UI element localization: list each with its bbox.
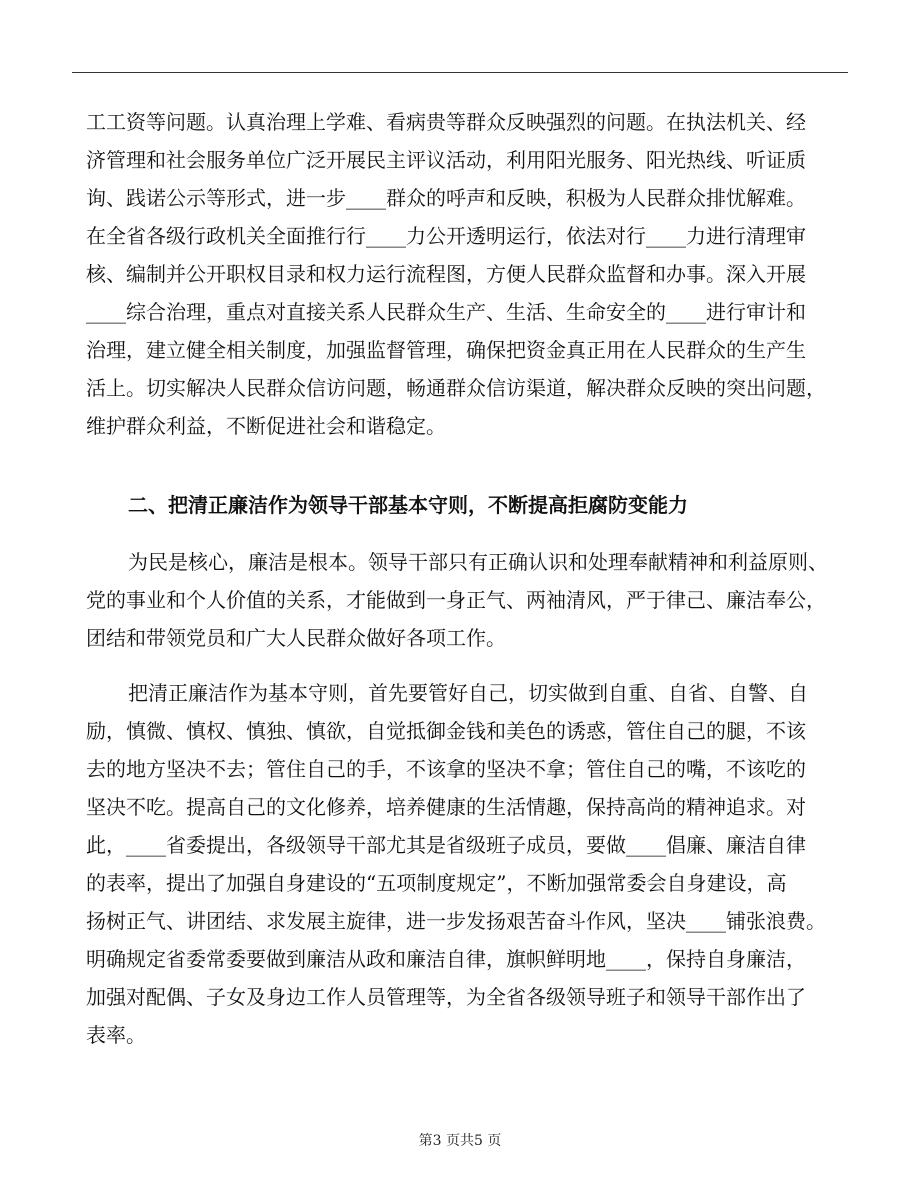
- text-line: 治理，建立健全相关制度，加强监督管理，确保把资金真正用在人民群众的生产生: [86, 338, 806, 362]
- text-line: 加强对配偶、子女及身边工作人员管理等，为全省各级领导班子和领导干部作出了: [86, 985, 806, 1009]
- text-line: 表率。: [86, 1023, 146, 1047]
- text-line: 明确规定省委常委要做到廉洁从政和廉洁自律，旗帜鲜明地____，保持自身廉洁，: [86, 947, 806, 971]
- section-heading: 二、把清正廉洁作为领导干部基本守则，不断提高拒腐防变能力: [128, 493, 688, 517]
- header-rule: [72, 72, 848, 73]
- text-line: 励，慎微、慎权、慎独、慎欲，自觉抵御金钱和美色的诱惑，管住自己的腿，不该: [86, 719, 806, 743]
- text-line: 团结和带领党员和广大人民群众做好各项工作。: [86, 626, 506, 650]
- text-line: 为民是核心，廉洁是根本。领导干部只有正确认识和处理奉献精神和利益原则、: [128, 550, 828, 574]
- text-line: 去的地方坚决不去；管住自己的手，不该拿的坚决不拿；管住自己的嘴，不该吃的: [86, 757, 806, 781]
- text-line: 核、编制并公开职权目录和权力运行流程图，方便人民群众监督和办事。深入开展: [86, 262, 806, 286]
- page-number: 第3 页共5 页: [418, 1133, 502, 1149]
- text-line: 党的事业和个人价值的关系，才能做到一身正气、两袖清风，严于律己、廉洁奉公，: [86, 588, 826, 612]
- text-line: 济管理和社会服务单位广泛开展民主评议活动，利用阳光服务、阳光热线、听证质: [86, 148, 806, 172]
- text-line: 维护群众利益，不断促进社会和谐稳定。: [86, 414, 446, 438]
- text-line: 坚决不吃。提高自己的文化修养，培养健康的生活情趣，保持高尚的精神追求。对: [86, 795, 806, 819]
- text-line: 的表率，提出了加强自身建设的“五项制度规定”，不断加强常委会自身建设，高: [86, 871, 787, 895]
- text-line: 此，____省委提出，各级领导干部尤其是省级班子成员，要做____倡廉、廉洁自律: [86, 833, 806, 857]
- text-line: ____综合治理，重点对直接关系人民群众生产、生活、生命安全的____进行审计和: [86, 300, 806, 324]
- text-line: 扬树正气、讲团结、求发展主旋律，进一步发扬艰苦奋斗作风，坚决____铺张浪费。: [86, 909, 826, 933]
- text-line: 在全省各级行政机关全面推行行____力公开透明运行，依法对行____力进行清理审: [86, 224, 806, 248]
- text-line: 把清正廉洁作为基本守则，首先要管好自己，切实做到自重、自省、自警、自: [128, 681, 808, 705]
- text-line: 工工资等问题。认真治理上学难、看病贵等群众反映强烈的问题。在执法机关、经: [86, 110, 806, 134]
- text-line: 活上。切实解决人民群众信访问题，畅通群众信访渠道，解决群众反映的突出问题，: [86, 376, 826, 400]
- text-line: 询、践诺公示等形式，进一步____群众的呼声和反映，积极为人民群众排忧解难。: [86, 186, 806, 210]
